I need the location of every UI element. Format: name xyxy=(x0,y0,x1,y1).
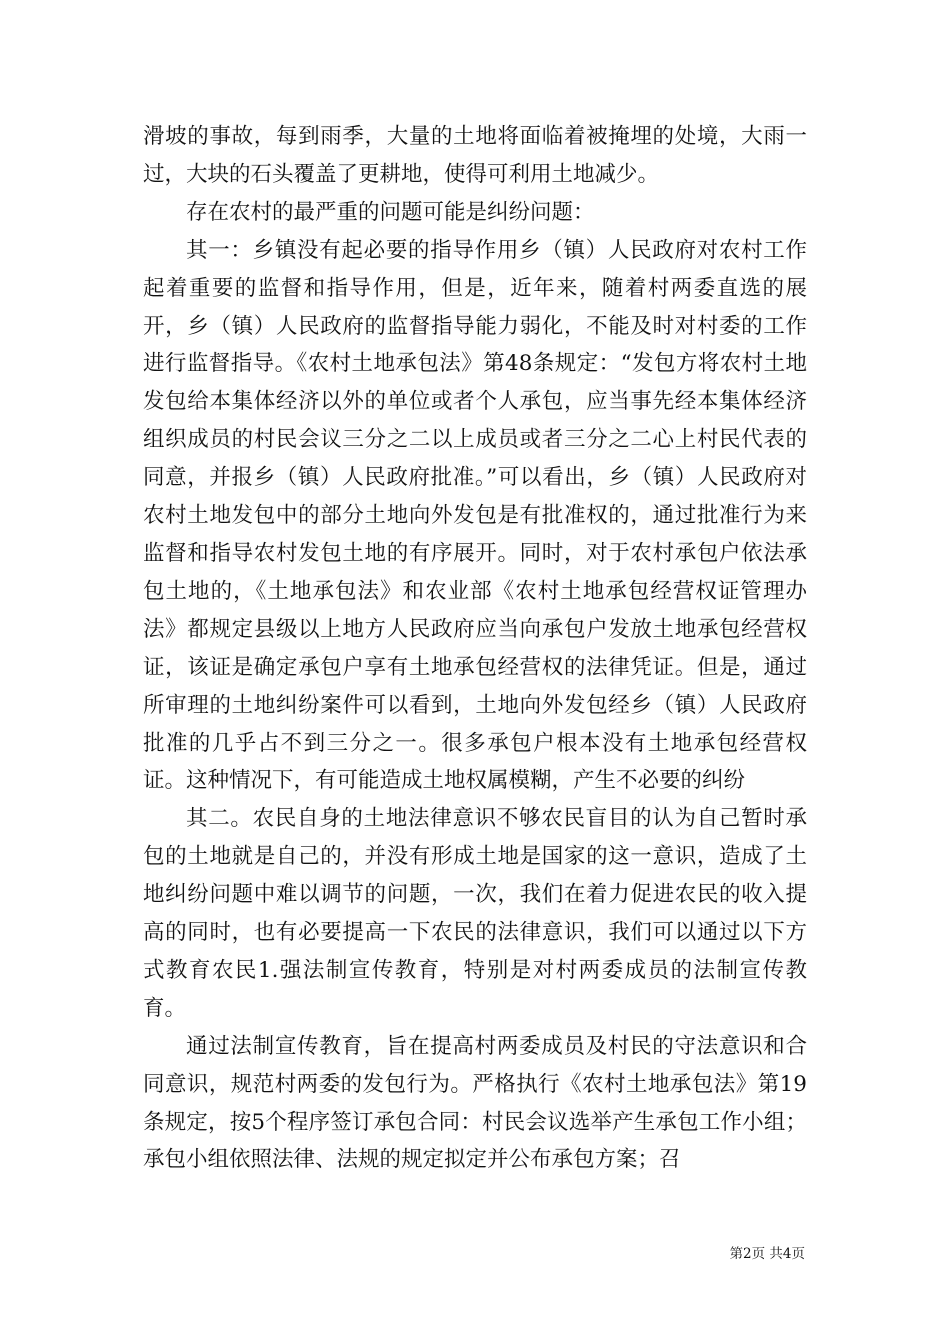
paragraph-5: 通过法制宣传教育，旨在提高村两委成员及村民的守法意识和合同意识，规范村两委的发包行为。严格执行《农村土地承包法》第19条规定，按5个程序签订承包合同：村民会议选举产生承包工作小组；承包小组依照法律、法规的规定拟定并公布承包方案；召 xyxy=(143,1033,807,1173)
document-body xyxy=(143,118,807,1179)
paragraph-4: 其二。农民自身的土地法律意识不够农民盲目的认为自己暂时承包的土地就是自己的，并没有形成土地是国家的这一意识，造成了土地纠纷问题中难以调节的问题，一次，我们在着力促进农民的收入提高的同时，也有必要提高一下农民的法律意识，我们可以通过以下方式教育农民1.强法制宣传教育，特别是对村两委成员的法制宣传教育。 xyxy=(143,806,807,1021)
paragraph-3: 其一：乡镇没有起必要的指导作用乡（镇）人民政府对农村工作起着重要的监督和指导作用，但是，近年来，随着村两委直选的展开，乡（镇）人民政府的监督指导能力弱化，不能及时对村委的工作进行监督指导。《农村土地承包法》第48条规定：“发包方将农村土地发包给本集体经济以外的单位或者个人承包，应当事先经本集体经济组织成员的村民会议三分之二以上成员或者三分之二心上村民代表的同意，并报乡（镇）人民政府批准。”可以看出，乡（镇）人民政府对农村土地发包中的部分土地向外发包是有批准权的，通过批准行为来监督和指导农村发包土地的有序展开。同时，对于农村承包户依法承包土地的，《土地承包法》和农业部《农村土地承包经营权证管理办法》都规定县级以上地方人民政府应当向承包户发放土地承包经营权证，该证是确定承包户享有土地承包经营权的法律凭证。但是，通过所审理的土地纠纷案件可以看到，土地向外发包经乡（镇）人民政府批准的几乎占不到三分之一。很多承包户根本没有土地承包经营权证。这种情况下，有可能造成土地权属模糊，产生不必要的纠纷 xyxy=(143,237,807,794)
page-number-footer: 第2页 共4页 xyxy=(729,1246,805,1262)
paragraph-2: 存在农村的最严重的问题可能是纠纷问题： xyxy=(186,199,595,225)
paragraph-1: 滑坡的事故，每到雨季，大量的土地将面临着被掩埋的处境，大雨一过，大块的石头覆盖了更耕地，使得可利用土地减少。 xyxy=(143,124,807,187)
